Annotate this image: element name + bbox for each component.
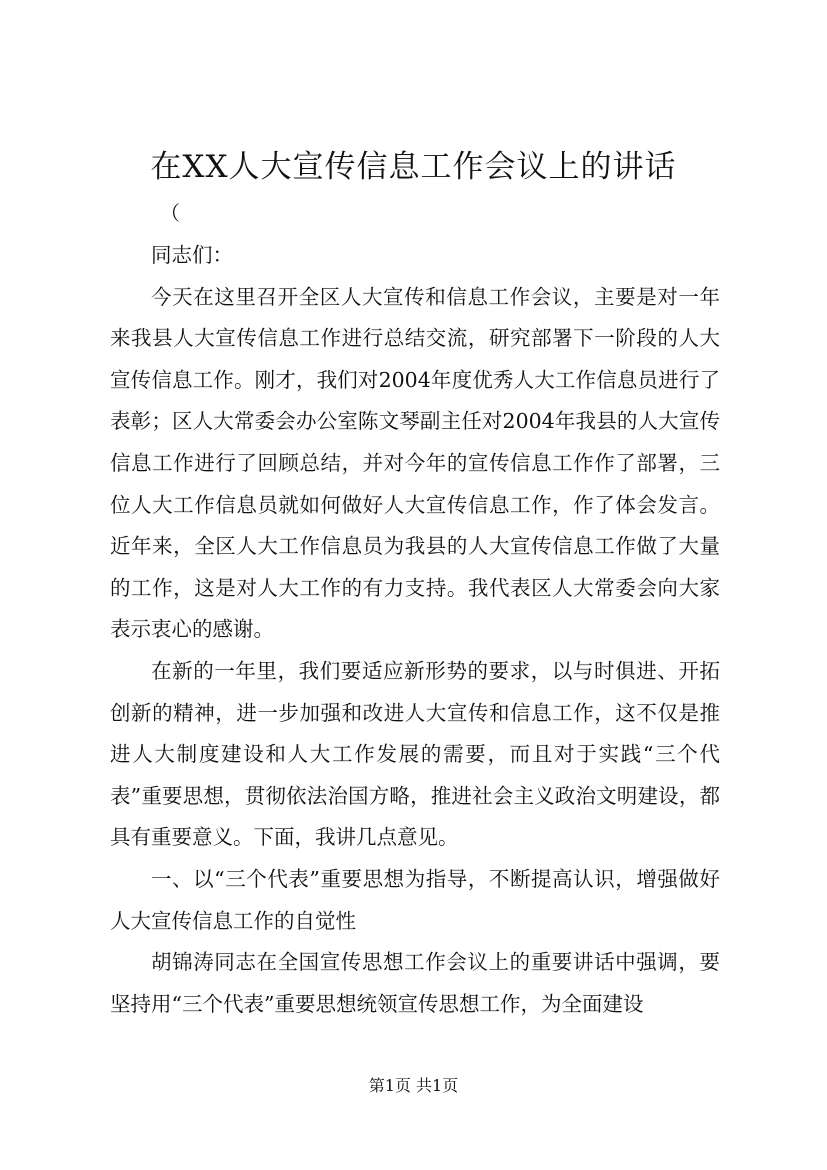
body-paragraph: 在新的一年里，我们要适应新形势的要求，以与时俱进、开拓创新的精神，进一步加强和改进人大宣传和信息工作，这不仅是推进人大制度建设和人大工作发展的需要，而且对于实践“三个代表”重要思想，贯彻依法治国方略，推进社会主义政治文明建设，都具有重要意义。下面，我讲几点意见。 bbox=[110, 658, 720, 850]
body-paragraph: 胡锦涛同志在全国宣传思想工作会议上的重要讲话中强调，要坚持用“三个代表”重要思想统领宣传思想工作，为全面建设 bbox=[110, 950, 720, 1016]
body-paragraph: 今天在这里召开全区人大宣传和信息工作会议，主要是对一年来我县人大宣传信息工作进行总结交流，研究部署下一阶段的人大宣传信息工作。刚才，我们对2004年度优秀人大工作信息员进行了表彰；区人大常委会办公室陈文琴副主任对2004年我县的人大宣传信息工作进行了回顾总结，并对今年的宣传信息工作作了部署，三位人大工作信息员就如何做好人大宣传信息工作，作了体会发言。近年来，全区人大工作信息员为我县的人大宣传信息工作做了大量的工作，这是对人大工作的有力支持。我代表区人大常委会向大家表示衷心的感谢。 bbox=[110, 284, 720, 642]
section-heading-paragraph: 一、以“三个代表”重要思想为指导，不断提高认识，增强做好人大宣传信息工作的自觉性 bbox=[110, 866, 720, 933]
page-footer: 第1页 共1页 bbox=[368, 1076, 459, 1095]
document-title: 在XX人大宣传信息工作会议上的讲话 bbox=[150, 149, 677, 185]
salutation-paragraph: 同志们： bbox=[151, 243, 233, 267]
document-body bbox=[110, 235, 720, 1025]
opening-bracket: （ bbox=[160, 201, 180, 225]
